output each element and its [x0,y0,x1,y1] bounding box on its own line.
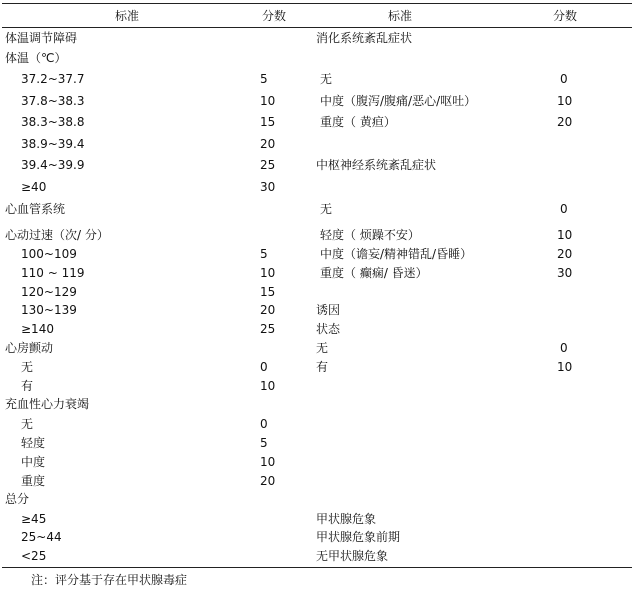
right-label: 中度（谵妄/精神错乱/昏睡） [320,247,473,261]
right-label: 无 [320,202,333,216]
left-score: 10 [260,379,276,393]
left-label: 无 [21,417,34,431]
left-label: 心动过速（次/ 分） [5,228,109,242]
left-label: ≥40 [21,180,47,194]
left-score: 25 [260,322,276,336]
left-label: 130~139 [21,303,77,317]
left-score: 30 [260,180,276,194]
left-score: 20 [260,303,276,317]
left-label: 有 [21,379,34,393]
right-label: 轻度（ 烦躁不安） [320,228,420,242]
right-label: 中度（腹泻/腹痛/恶心/呕吐） [320,94,477,108]
left-label: 110 ~ 119 [21,266,85,280]
left-label: 充血性心力衰竭 [5,397,90,411]
right-label: 有 [316,360,329,374]
left-label: 120~129 [21,285,77,299]
right-score: 20 [557,247,573,261]
left-label: 25~44 [21,530,62,544]
header-criteria-left: 标准 [115,9,140,23]
left-score: 25 [260,158,276,172]
header-score-right: 分数 [553,9,578,23]
right-label: 消化系统紊乱症状 [316,31,413,45]
right-score: 10 [557,228,573,242]
left-label: ≥140 [21,322,54,336]
left-label: 38.9~39.4 [21,137,85,151]
right-label: 状态 [316,322,341,336]
header-criteria-right: 标准 [388,9,413,23]
left-label: 重度 [21,474,46,488]
right-label: 诱因 [316,303,341,317]
right-score: 20 [557,115,573,129]
left-score: 5 [260,72,268,86]
right-label: 重度（ 黄疸） [320,115,396,129]
left-score: 5 [260,247,268,261]
top-rule [2,3,632,4]
left-label: 心血管系统 [5,202,66,216]
left-score: 20 [260,137,276,151]
right-label: 中枢神经系统紊乱症状 [316,158,437,172]
right-score: 10 [557,360,573,374]
left-label: <25 [21,549,47,563]
right-label: 甲状腺危象 [316,512,377,526]
left-label: 100~109 [21,247,77,261]
bottom-rule [2,567,632,568]
right-score: 30 [557,266,573,280]
left-score: 0 [260,360,268,374]
left-label: 体温（℃） [5,51,67,65]
left-score: 15 [260,115,276,129]
right-score: 10 [557,94,573,108]
left-label: 38.3~38.8 [21,115,85,129]
right-label: 甲状腺危象前期 [316,530,401,544]
left-score: 10 [260,266,276,280]
left-label: 37.8~38.3 [21,94,85,108]
left-label: 无 [21,360,34,374]
left-score: 10 [260,94,276,108]
header-score-left: 分数 [262,9,287,23]
left-label: 39.4~39.9 [21,158,85,172]
footnote: 注：评分基于存在甲状腺毒症 [31,573,188,587]
header-rule [2,27,632,28]
left-score: 5 [260,436,268,450]
left-label: 心房颤动 [5,341,54,355]
left-score: 15 [260,285,276,299]
left-score: 20 [260,474,276,488]
left-label: 中度 [21,455,46,469]
right-label: 无甲状腺危象 [316,549,389,563]
right-label: 重度（ 癫痫/ 昏迷） [320,266,428,280]
right-label: 无 [320,72,333,86]
left-label: ≥45 [21,512,47,526]
left-label: 体温调节障碍 [5,31,78,45]
right-score: 0 [560,202,568,216]
right-score: 0 [560,341,568,355]
left-score: 10 [260,455,276,469]
left-score: 0 [260,417,268,431]
left-label: 37.2~37.7 [21,72,85,86]
left-label: 轻度 [21,436,46,450]
right-label: 无 [316,341,329,355]
right-score: 0 [560,72,568,86]
left-label: 总分 [5,492,30,506]
